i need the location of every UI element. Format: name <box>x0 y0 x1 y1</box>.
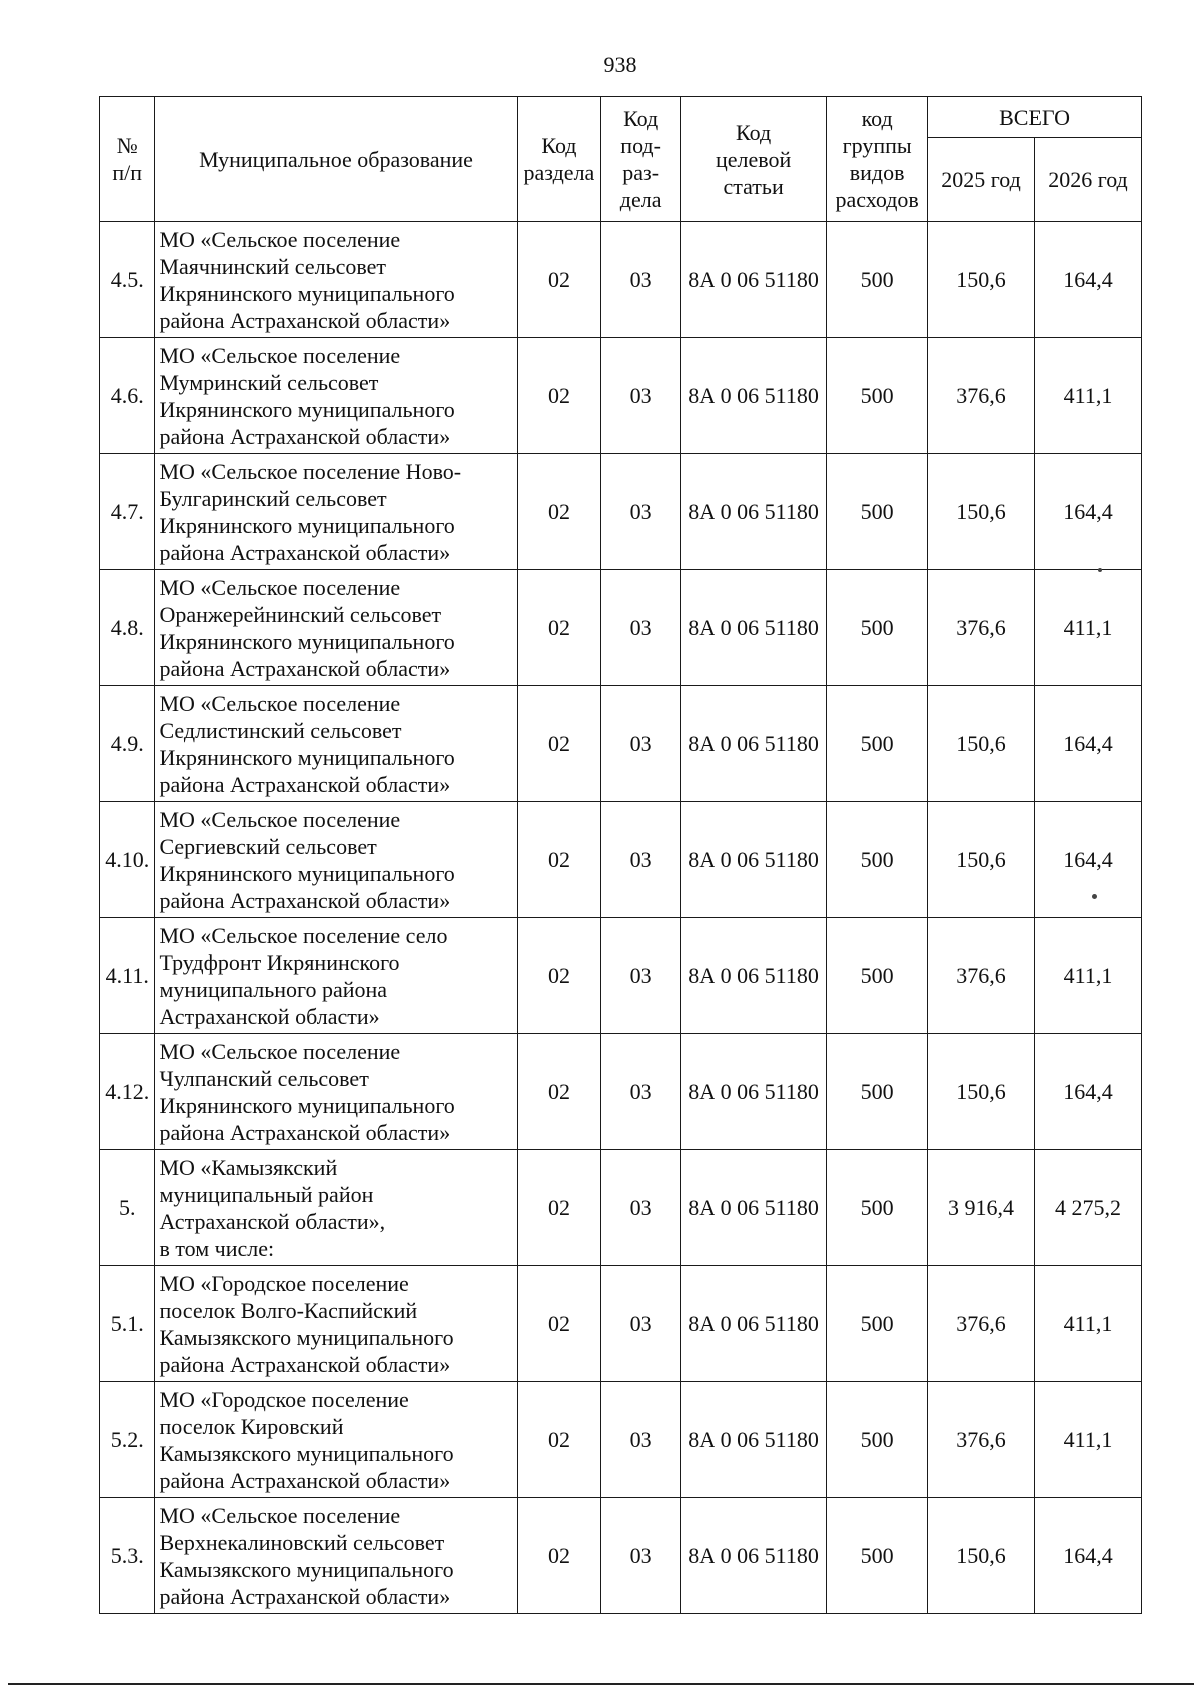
expense-group-code: 500 <box>827 1150 928 1266</box>
municipality-name: МО «Камызякский муниципальный район Астраханской области», в том числе: <box>155 1150 517 1266</box>
col-header-target-code: Код целевой статьи <box>680 97 826 222</box>
municipality-name: МО «Сельское поселение Оранжерейнинский сельсовет Икрянинского муниципального района Астраханской области» <box>155 570 517 686</box>
subsection-code: 03 <box>601 1266 681 1382</box>
section-code: 02 <box>517 1034 601 1150</box>
expense-group-code: 500 <box>827 1498 928 1614</box>
expense-group-code: 500 <box>827 918 928 1034</box>
municipality-name: МО «Сельское поселение Маячнинский сельсовет Икрянинского муниципального района Астраханской области» <box>155 222 517 338</box>
col-header-municipality: Муниципальное образование <box>155 97 517 222</box>
target-code: 8А 0 06 51180 <box>680 454 826 570</box>
municipality-name: МО «Городское поселение поселок Волго-Каспийский Камызякского муниципального района Астраханской области» <box>155 1266 517 1382</box>
amount-2025: 150,6 <box>928 686 1035 802</box>
amount-2026: 411,1 <box>1035 570 1142 686</box>
col-header-2026: 2026 год <box>1035 138 1142 222</box>
amount-2025: 3 916,4 <box>928 1150 1035 1266</box>
section-code: 02 <box>517 338 601 454</box>
page-number: 938 <box>603 52 637 77</box>
target-code: 8А 0 06 51180 <box>680 338 826 454</box>
subsection-code: 03 <box>601 918 681 1034</box>
expense-group-code: 500 <box>827 802 928 918</box>
target-code: 8А 0 06 51180 <box>680 686 826 802</box>
target-code: 8А 0 06 51180 <box>680 1150 826 1266</box>
subsection-code: 03 <box>601 222 681 338</box>
table-row <box>100 918 1142 1034</box>
amount-2026: 411,1 <box>1035 1266 1142 1382</box>
amount-2025: 150,6 <box>928 1498 1035 1614</box>
municipality-name: МО «Сельское поселение Сергиевский сельсовет Икрянинского муниципального района Астраханской области» <box>155 802 517 918</box>
section-code: 02 <box>517 1266 601 1382</box>
section-code: 02 <box>517 454 601 570</box>
municipality-name: МО «Сельское поселение Мумринский сельсовет Икрянинского муниципального района Астраханской области» <box>155 338 517 454</box>
section-code: 02 <box>517 222 601 338</box>
table-row <box>100 454 1142 570</box>
municipality-name: МО «Сельское поселение Верхнекалиновский сельсовет Камызякского муниципального района Астраханской области» <box>155 1498 517 1614</box>
section-code: 02 <box>517 1150 601 1266</box>
expense-group-code: 500 <box>827 1034 928 1150</box>
col-header-2025: 2025 год <box>928 138 1035 222</box>
expense-group-code: 500 <box>827 222 928 338</box>
table-row <box>100 802 1142 918</box>
target-code: 8А 0 06 51180 <box>680 1498 826 1614</box>
municipality-name: МО «Сельское поселение Чулпанский сельсовет Икрянинского муниципального района Астраханской области» <box>155 1034 517 1150</box>
expense-group-code: 500 <box>827 454 928 570</box>
subsection-code: 03 <box>601 338 681 454</box>
table-row <box>100 1382 1142 1498</box>
section-code: 02 <box>517 570 601 686</box>
header-row-top <box>100 97 1142 138</box>
section-code: 02 <box>517 686 601 802</box>
table-row <box>100 222 1142 338</box>
row-number: 4.11. <box>100 918 155 1034</box>
expense-group-code: 500 <box>827 338 928 454</box>
expense-group-code: 500 <box>827 1382 928 1498</box>
page-bottom-rule <box>8 1683 1194 1685</box>
row-number: 5.2. <box>100 1382 155 1498</box>
amount-2025: 376,6 <box>928 1266 1035 1382</box>
scan-speck <box>1092 894 1097 899</box>
amount-2026: 164,4 <box>1035 1034 1142 1150</box>
subsection-code: 03 <box>601 1150 681 1266</box>
target-code: 8А 0 06 51180 <box>680 1266 826 1382</box>
target-code: 8А 0 06 51180 <box>680 1034 826 1150</box>
section-code: 02 <box>517 1382 601 1498</box>
table-row <box>100 338 1142 454</box>
target-code: 8А 0 06 51180 <box>680 918 826 1034</box>
table-row <box>100 570 1142 686</box>
subsection-code: 03 <box>601 1382 681 1498</box>
scan-speck <box>1098 568 1102 572</box>
col-header-subsection-code: Код под- раз- дела <box>601 97 681 222</box>
target-code: 8А 0 06 51180 <box>680 802 826 918</box>
amount-2025: 150,6 <box>928 1034 1035 1150</box>
expense-group-code: 500 <box>827 686 928 802</box>
table-body <box>100 222 1142 1614</box>
target-code: 8А 0 06 51180 <box>680 570 826 686</box>
amount-2026: 411,1 <box>1035 338 1142 454</box>
budget-allocation-table <box>99 96 1142 1614</box>
col-header-expense-group: код группы видов расходов <box>827 97 928 222</box>
expense-group-code: 500 <box>827 1266 928 1382</box>
row-number: 5.3. <box>100 1498 155 1614</box>
col-header-total: ВСЕГО <box>928 97 1142 138</box>
amount-2026: 4 275,2 <box>1035 1150 1142 1266</box>
amount-2026: 164,4 <box>1035 222 1142 338</box>
row-number: 4.8. <box>100 570 155 686</box>
municipality-name: МО «Сельское поселение Ново- Булгаринский сельсовет Икрянинского муниципального района Астраханской области» <box>155 454 517 570</box>
row-number: 4.7. <box>100 454 155 570</box>
amount-2026: 164,4 <box>1035 454 1142 570</box>
subsection-code: 03 <box>601 686 681 802</box>
row-number: 5.1. <box>100 1266 155 1382</box>
row-number: 4.5. <box>100 222 155 338</box>
row-number: 4.12. <box>100 1034 155 1150</box>
municipality-name: МО «Сельское поселение Седлистинский сельсовет Икрянинского муниципального района Астраханской области» <box>155 686 517 802</box>
municipality-name: МО «Сельское поселение село Трудфронт Икрянинского муниципального района Астраханской области» <box>155 918 517 1034</box>
amount-2026: 411,1 <box>1035 918 1142 1034</box>
amount-2025: 376,6 <box>928 570 1035 686</box>
section-code: 02 <box>517 918 601 1034</box>
municipality-name: МО «Городское поселение поселок Кировский Камызякского муниципального района Астраханской области» <box>155 1382 517 1498</box>
section-code: 02 <box>517 802 601 918</box>
amount-2026: 164,4 <box>1035 802 1142 918</box>
subsection-code: 03 <box>601 1498 681 1614</box>
table-row <box>100 1266 1142 1382</box>
table-row <box>100 686 1142 802</box>
amount-2026: 164,4 <box>1035 1498 1142 1614</box>
row-number: 4.9. <box>100 686 155 802</box>
col-header-section-code: Код раздела <box>517 97 601 222</box>
target-code: 8А 0 06 51180 <box>680 222 826 338</box>
row-number: 4.6. <box>100 338 155 454</box>
amount-2025: 376,6 <box>928 918 1035 1034</box>
subsection-code: 03 <box>601 1034 681 1150</box>
amount-2025: 150,6 <box>928 454 1035 570</box>
subsection-code: 03 <box>601 802 681 918</box>
subsection-code: 03 <box>601 454 681 570</box>
col-header-num: № п/п <box>100 97 155 222</box>
row-number: 4.10. <box>100 802 155 918</box>
subsection-code: 03 <box>601 570 681 686</box>
expense-group-code: 500 <box>827 570 928 686</box>
amount-2025: 376,6 <box>928 338 1035 454</box>
table-row <box>100 1498 1142 1614</box>
table-row <box>100 1150 1142 1266</box>
section-code: 02 <box>517 1498 601 1614</box>
amount-2026: 164,4 <box>1035 686 1142 802</box>
amount-2025: 376,6 <box>928 1382 1035 1498</box>
amount-2025: 150,6 <box>928 802 1035 918</box>
table-row <box>100 1034 1142 1150</box>
target-code: 8А 0 06 51180 <box>680 1382 826 1498</box>
amount-2026: 411,1 <box>1035 1382 1142 1498</box>
amount-2025: 150,6 <box>928 222 1035 338</box>
row-number: 5. <box>100 1150 155 1266</box>
